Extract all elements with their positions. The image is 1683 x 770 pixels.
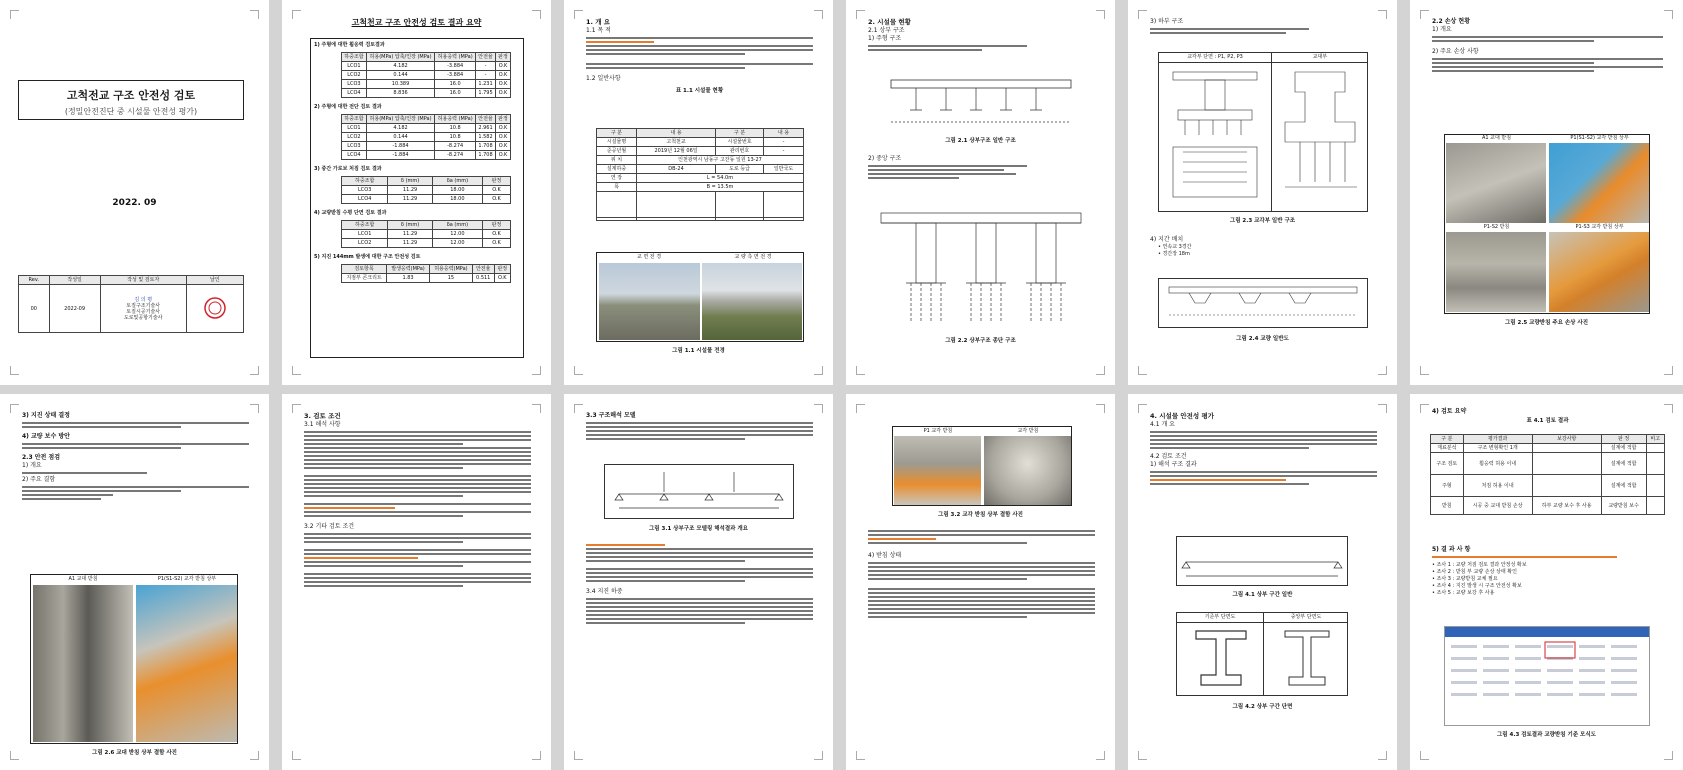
subsection-heading: 3.1 해석 사항 xyxy=(304,421,341,428)
girder-section-panels xyxy=(1176,612,1348,696)
rev-header: Rev. xyxy=(19,276,50,285)
section-heading: 1. 개 요 xyxy=(586,18,611,26)
table-2 xyxy=(341,114,511,160)
role-3: 도로및공항기술사 xyxy=(123,314,163,321)
t1-h3: 안전율 xyxy=(476,53,496,62)
photo-frame xyxy=(596,252,804,342)
bearing-photo-4 xyxy=(1549,232,1649,312)
figure-caption: 그림 2.2 상부구조 종단 구조 xyxy=(945,338,1016,344)
section-5-heading: 5) 지진 144mm 발생에 대한 구조 안전성 검토 xyxy=(314,254,421,260)
subsection-heading: 3.4 지진 하중 xyxy=(586,588,623,595)
page-4-facility xyxy=(846,0,1115,385)
subsection-heading: 3.2 기타 검토 조건 xyxy=(304,523,355,530)
photo-label: P1 교각 받침 xyxy=(923,428,953,434)
table-row: LCO4 -1.884 -8.274 1.708 O.K xyxy=(342,151,511,160)
t2-h1: 허용(MPa) 압축/인장 (MPa) xyxy=(366,115,434,124)
photo-label: A1 교대 받침 xyxy=(1481,135,1512,141)
table-caption: 표 4.1 검토 결과 xyxy=(1526,418,1569,424)
figure-caption: 그림 2.3 교각부 일반 구조 xyxy=(1229,218,1296,224)
damage-photo-grid xyxy=(1444,134,1650,314)
photo-label-right: 교 량 측 면 전 경 xyxy=(734,254,772,260)
page-8-conditions xyxy=(282,394,551,770)
panel-label: 중앙부 단면도 xyxy=(1290,614,1322,620)
page-3-overview xyxy=(564,0,833,385)
date-value: 2022-09 xyxy=(49,285,100,333)
summary-title: 고척천교 구조 안전성 검토 결과 요약 xyxy=(351,18,482,27)
section-1-heading: 1) 주형에 대한 휨응력 검토결과 xyxy=(314,42,385,48)
bearing-photo-2 xyxy=(1549,143,1649,223)
t1-h4: 판정 xyxy=(495,53,510,62)
table-row: 주형 처짐 허용 이내 설계에 적합 xyxy=(1431,475,1665,497)
pier-bearing-photo xyxy=(136,585,237,742)
table-3: 하중조합 δ (mm) δa (mm) 판정 LCO3 11.29 18.00 O.K LCO4 11.29 18.00 O.K xyxy=(341,176,511,204)
figure-caption: 그림 2.1 상부구조 일반 구조 xyxy=(945,138,1016,144)
bearing-photo-frame xyxy=(892,426,1072,506)
item-heading: 3) 지진 상태 결정 xyxy=(22,412,70,419)
table-row: LCO3 10.389 16.0 1.231 O.K xyxy=(342,80,511,89)
item-heading: 2) 중앙 구조 xyxy=(868,155,902,162)
span-drawing xyxy=(1176,536,1348,586)
table-row: 지점부 콘크리트 1.83 15 0.511 O.K xyxy=(342,274,511,283)
date-header: 작성일 xyxy=(49,276,100,285)
cover-subtitle: (정밀안전진단 중 시설물 안전성 평가) xyxy=(64,107,198,116)
author-name: 김 의 평 xyxy=(134,296,153,303)
results-diagram xyxy=(1444,626,1650,726)
photo-label: 교각 받침 xyxy=(1017,428,1039,434)
result-item: • 조사 3 : 교량받침 교체 필요 xyxy=(1432,576,1498,582)
section-heading: 2.3 안전 점검 xyxy=(22,454,60,461)
figure-caption: 그림 2.6 교대 받침 상부 결함 사진 xyxy=(92,750,177,756)
figure-caption: 그림 3.2 교각 받침 상부 결함 사진 xyxy=(938,512,1023,518)
table-row: 준공년월 2019년 12월 06일 관리번호 - xyxy=(597,147,804,156)
result-item: • 조사 2 : 받침 부 교량 손상 상태 확인 xyxy=(1432,569,1517,575)
page-6-damage xyxy=(1410,0,1683,385)
longitudinal-section-drawing xyxy=(876,205,1086,333)
table-row: LCO2 0.144 10.8 1.582 O.K xyxy=(342,133,511,142)
facility-table: 구 분 내 용 구 분 내 용 시설물명 고척천교 시설물번호 - 준공년월 2019년 12월 06일 관리번호 - 위 치 인천광역시 남동구 고잔동 일원 13-27 설계하중 DB-24 도로 등급 일반국도 연 장 L = 54.0m 폭 B = 13.5m xyxy=(596,128,804,221)
figure-caption: 그림 2.5 교량받침 주요 손상 사진 xyxy=(1504,320,1589,326)
table-row: 설계하중 DB-24 도로 등급 일반국도 xyxy=(597,165,804,174)
item-heading: 4) 교량 보수 방안 xyxy=(22,433,70,440)
table-row: 위 치 인천광역시 남동구 고잔동 일원 13-27 xyxy=(597,156,804,165)
page-7-inspection xyxy=(0,394,269,770)
item-heading: 3) 하부 구조 xyxy=(1150,18,1184,25)
table-row: 폭 B = 13.5m xyxy=(597,183,804,192)
item-heading: 1) 개요 xyxy=(1432,26,1452,33)
summary-box xyxy=(310,38,524,358)
inspection-photo-frame xyxy=(30,574,238,744)
table-row: 연 장 L = 54.0m xyxy=(597,174,804,183)
pier-photo xyxy=(894,436,981,505)
t1-h1: 허용(MPa) 압축/인장 (MPa) xyxy=(366,53,434,62)
table-row: LCO1 4.182 -3.884 - O.K xyxy=(342,62,511,71)
result-item: • 조사 5 : 교량 보강 후 사용 xyxy=(1432,590,1495,596)
table-row: 받침 시공 중 교대 받침 손상 하부 교량 보수 후 사용 교량받침 보수 xyxy=(1431,497,1665,515)
page-5-substructure xyxy=(1128,0,1397,385)
table-4: 하중조합 δ (mm) δa (mm) 판정 LCO1 11.29 12.00 O.K LCO2 11.29 12.00 O.K xyxy=(341,220,511,248)
subsection-heading: 4.1 개 요 xyxy=(1150,421,1175,428)
official-seal-icon xyxy=(203,296,227,320)
result-item: • 조사 4 : 지진 발생 시 구조 안전성 확보 xyxy=(1432,583,1522,589)
section-heading: 3. 검토 조건 xyxy=(304,412,341,420)
table-row: LCO1 4.182 10.8 2.961 O.K xyxy=(342,124,511,133)
page-1-cover xyxy=(0,0,269,385)
item-heading: 1) 주형 구조 xyxy=(868,35,902,42)
table-row: LCO4 8.836 16.0 1.795 O.K xyxy=(342,89,511,98)
item-heading: 1) 해석 구조 결과 xyxy=(1150,461,1197,468)
result-item: • 조사 1 : 교량 처짐 검토 결과 안정성 확보 xyxy=(1432,562,1527,568)
section-heading: 3.3 구조해석 모델 xyxy=(586,412,636,419)
calendar-grid-diagram xyxy=(1445,627,1649,725)
table-row: LCO3 11.29 18.00 O.K xyxy=(342,186,511,195)
section-heading: 2. 시설물 현황 xyxy=(868,18,911,26)
bullet-item: • 연속교 3경간 xyxy=(1158,244,1192,250)
beam-model-drawing xyxy=(604,464,794,519)
subsection-heading: 1.1 목 적 xyxy=(586,27,611,34)
author-header: 작성 및 검토자 xyxy=(100,276,186,285)
item-heading: 4) 검토 요약 xyxy=(1432,408,1467,415)
table-row: LCO1 11.29 12.00 O.K xyxy=(342,230,511,239)
page-10-bearing xyxy=(846,394,1115,770)
t1-h0: 하중조합 xyxy=(342,53,367,62)
table-caption: 표 1.1 시설물 현황 xyxy=(675,88,724,94)
figure-caption: 그림 4.1 상부 구간 일반 xyxy=(1232,592,1293,598)
item-heading: 2) 주요 손상 사항 xyxy=(1432,48,1479,55)
substructure-drawing xyxy=(1158,52,1368,212)
subsection-heading: 4.2 검토 조건 xyxy=(1150,453,1187,460)
i-girder-mid-icon xyxy=(1277,627,1337,691)
role-2: 토질시공기술사 xyxy=(126,308,161,315)
cover-date: 2022. 09 xyxy=(112,198,157,208)
t2-h2: 허용응력 (MPa) xyxy=(435,115,476,124)
revision-table xyxy=(18,275,244,333)
bearing-photo-1 xyxy=(1446,143,1546,223)
photo-label: P1(S1-S2) 교각 받침 상부 xyxy=(1570,135,1629,141)
abutment-section-drawing xyxy=(1275,67,1367,207)
page-2-summary xyxy=(282,0,551,385)
figure-caption: 그림 2.4 교량 일반도 xyxy=(1236,336,1289,342)
table-row: LCO4 11.29 18.00 O.K xyxy=(342,195,511,204)
i-girder-icon xyxy=(1191,627,1251,691)
page-9-model xyxy=(564,394,833,770)
t2-h4: 판정 xyxy=(495,115,510,124)
page-11-evaluation xyxy=(1128,394,1397,770)
cover-title-box xyxy=(18,80,244,120)
section-2-heading: 2) 주형에 대한 전단 검토 결과 xyxy=(314,104,382,110)
table-row: LCO2 11.29 12.00 O.K xyxy=(342,239,511,248)
item-heading: 4) 받침 상태 xyxy=(868,552,902,559)
seal-cell xyxy=(186,285,243,333)
section-4-heading: 4) 교량받침 수평 단면 검토 결과 xyxy=(314,210,387,216)
seal-header: 날인 xyxy=(186,276,243,285)
panel-label: 기준부 단면도 xyxy=(1204,614,1236,620)
item-heading: 2) 주요 결함 xyxy=(22,476,56,483)
panel-label-right: 교대부 xyxy=(1312,54,1328,60)
pier-section-drawing xyxy=(1163,67,1267,207)
rev-value: 00 xyxy=(19,285,50,333)
section-heading: 2.2 손상 현황 xyxy=(1432,18,1470,25)
subsection-heading: 1.2 일반사항 xyxy=(586,75,621,82)
general-drawing xyxy=(1158,278,1368,328)
abutment-photo xyxy=(33,585,133,742)
section-3-heading: 3) 중간 가로보 처짐 검토 결과 xyxy=(314,166,382,172)
rail-track-photo xyxy=(599,263,700,340)
panel-label-left: 교각부 단면 : P1, P2, P3 xyxy=(1187,54,1243,60)
photo-label: A1 교대 받침 xyxy=(68,576,98,582)
t1-h2: 허용응력 (MPa) xyxy=(435,53,476,62)
role-1: 토질구조기술사 xyxy=(126,302,161,309)
girder-section-drawing xyxy=(886,70,1076,130)
photo-label: P1(S1-S2) 교각 받침 상부 xyxy=(157,576,217,582)
author-cell xyxy=(100,285,186,333)
figure-caption: 그림 4.2 상부 구간 단면 xyxy=(1232,704,1293,710)
table-row: 시설물명 고척천교 시설물번호 - xyxy=(597,138,804,147)
figure-caption: 그림 4.3 검토결과 교량받침 기준 모식도 xyxy=(1496,732,1596,738)
t2-h0: 하중조합 xyxy=(342,115,367,124)
cover-title: 고척전교 구조 안전성 검토 xyxy=(66,89,196,102)
table-row: 재료분석 구조 변형확인 1개 설계에 적합 xyxy=(1431,444,1665,453)
subsection-heading: 2.1 상부 구조 xyxy=(868,27,905,34)
photo-label: P1-S2 받침 xyxy=(1483,224,1510,230)
bullet-item: • 경간장 18m xyxy=(1158,251,1190,257)
t2-h3: 안전율 xyxy=(476,115,496,124)
item-heading: 4) 지간 배치 xyxy=(1150,236,1184,243)
bearing-closeup-photo xyxy=(984,436,1071,505)
figure-caption: 그림 3.1 상부구조 모델링 해석결과 개요 xyxy=(648,526,748,532)
results-table: 구 분 평가결과 보강사항 판 정 비고 재료분석 구조 변형확인 1개 설계에 적합 구조 검토 휨응력 허용 이내 설계에 적합 주형 처짐 허용 이내 설계에 적합 받침 시공 중 교대 받침 손상 하부 교량 보수 후 사용 교량받침 보수 xyxy=(1430,434,1665,515)
bearing-photo-3 xyxy=(1446,232,1546,312)
section-heading: 4. 시설물 안전성 평가 xyxy=(1150,412,1215,420)
item-heading: 5) 결 과 사 항 xyxy=(1432,546,1471,553)
figure-caption: 그림 1.1 시설물 전경 xyxy=(672,348,725,354)
bridge-cross-section-drawing xyxy=(1159,279,1367,327)
table-1 xyxy=(341,52,511,98)
table-row: 구조 검토 휨응력 허용 이내 설계에 적합 xyxy=(1431,453,1665,475)
item-heading: 1) 개요 xyxy=(22,462,42,469)
photo-label: P1-S3 교각 받침 상부 xyxy=(1575,224,1624,230)
bridge-side-photo xyxy=(702,263,802,340)
page-12-results xyxy=(1410,394,1683,770)
table-row: LCO3 -1.884 -8.274 1.708 O.K xyxy=(342,142,511,151)
photo-label-left: 교 면 전 경 xyxy=(636,254,662,260)
table-row: LCO2 0.144 -3.884 - O.K xyxy=(342,71,511,80)
table-5: 검토항목 발생응력(MPa) 허용응력(MPa) 안전율 판정 지점부 콘크리트 1.83 15 0.511 O.K xyxy=(341,264,511,283)
